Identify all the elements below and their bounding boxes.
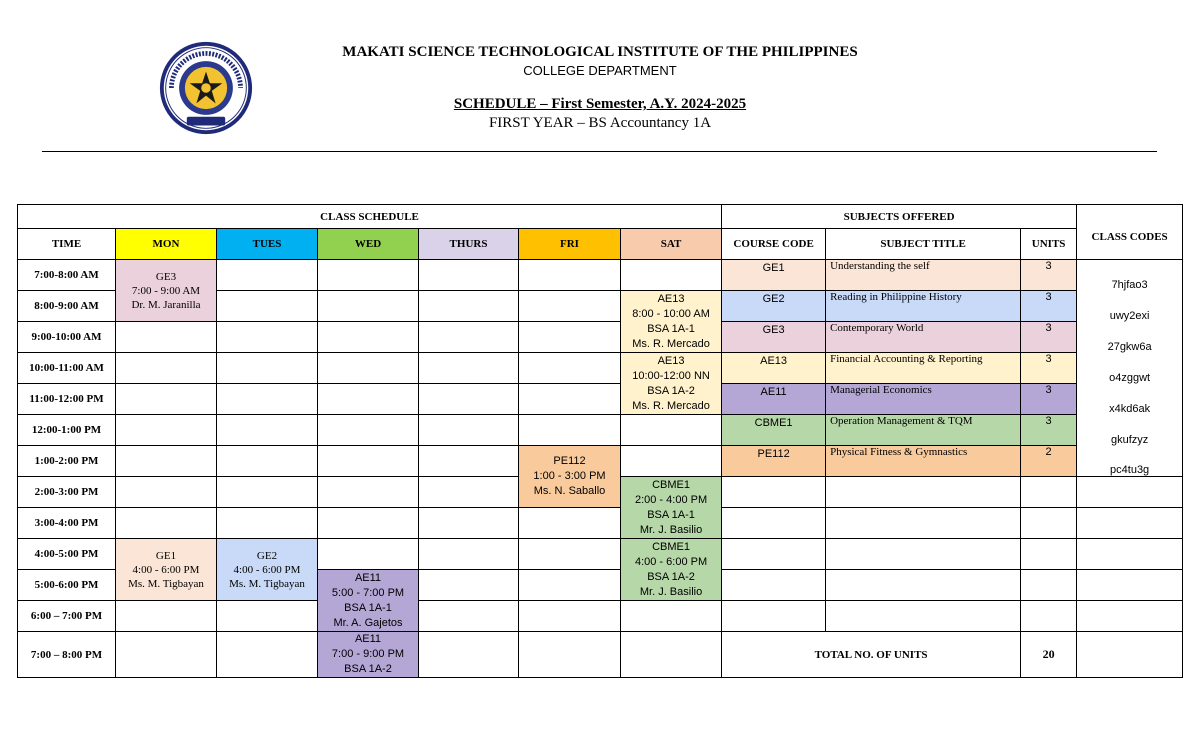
header-divider bbox=[42, 151, 1157, 152]
class-line: GE2 bbox=[256, 549, 278, 562]
class-code: pc4tu3g bbox=[1077, 446, 1183, 477]
schedule-title: SCHEDULE – First Semester, A.Y. 2024-2025 bbox=[453, 96, 747, 112]
time-slot: 12:00-1:00 PM bbox=[18, 415, 116, 446]
empty-cell bbox=[621, 632, 722, 678]
empty-cell bbox=[419, 632, 519, 678]
empty-cell bbox=[519, 260, 621, 291]
class-ae13-sat-1 bbox=[621, 291, 722, 353]
time-slot: 2:00-3:00 PM bbox=[18, 477, 116, 508]
class-line: Mr. J. Basilio bbox=[639, 585, 703, 598]
subject-units: 3 bbox=[1021, 384, 1077, 415]
class-line: BSA 1A-2 bbox=[647, 384, 695, 397]
empty-cell bbox=[826, 570, 1021, 601]
total-units-value: 20 bbox=[1021, 632, 1077, 678]
empty-cell bbox=[217, 291, 318, 322]
time-slot: 10:00-11:00 AM bbox=[18, 353, 116, 384]
empty-cell bbox=[826, 539, 1021, 570]
col-subject-title: SUBJECT TITLE bbox=[826, 229, 1021, 260]
col-mon: MON bbox=[116, 229, 217, 260]
empty-cell bbox=[519, 291, 621, 322]
subjects-offered-header: SUBJECTS OFFERED bbox=[722, 205, 1077, 229]
empty-cell bbox=[621, 260, 722, 291]
schedule-table bbox=[17, 204, 1183, 678]
subject-units: 3 bbox=[1021, 291, 1077, 322]
class-ae11-wed-1 bbox=[318, 570, 419, 632]
class-line: BSA 1A-2 bbox=[344, 663, 392, 675]
empty-cell bbox=[419, 601, 519, 632]
col-units: UNITS bbox=[1021, 229, 1077, 260]
col-class-codes: CLASS CODES bbox=[1077, 229, 1183, 260]
empty-cell bbox=[1021, 477, 1077, 508]
empty-cell bbox=[217, 601, 318, 632]
time-slot: 7:00-8:00 AM bbox=[18, 260, 116, 291]
empty-cell bbox=[1077, 632, 1183, 678]
col-sat: SAT bbox=[621, 229, 722, 260]
class-line: AE13 bbox=[657, 292, 685, 305]
empty-cell bbox=[722, 477, 826, 508]
empty-cell bbox=[419, 384, 519, 415]
subject-title: Managerial Economics bbox=[826, 384, 1021, 415]
empty-cell bbox=[318, 322, 419, 353]
class-ge3-mon bbox=[116, 260, 217, 322]
empty-cell bbox=[116, 353, 217, 384]
class-ae13-sat-2 bbox=[621, 353, 722, 415]
class-line: Ms. M. Tigbayan bbox=[128, 577, 204, 590]
empty-cell bbox=[722, 508, 826, 539]
empty-cell bbox=[1021, 601, 1077, 632]
class-line: GE1 bbox=[155, 549, 177, 562]
col-course-code: COURSE CODE bbox=[722, 229, 826, 260]
subject-title: Financial Accounting & Reporting bbox=[826, 353, 1021, 384]
class-code: uwy2exi bbox=[1077, 291, 1183, 322]
empty-cell bbox=[519, 508, 621, 539]
time-slot: 8:00-9:00 AM bbox=[18, 291, 116, 322]
empty-cell bbox=[419, 446, 519, 477]
class-line: CBME1 bbox=[652, 478, 690, 491]
total-units-label: TOTAL NO. OF UNITS bbox=[722, 632, 1021, 678]
empty-cell bbox=[217, 477, 318, 508]
empty-cell bbox=[318, 260, 419, 291]
time-slot: 7:00 – 8:00 PM bbox=[18, 632, 116, 678]
empty-cell bbox=[419, 477, 519, 508]
empty-cell bbox=[116, 477, 217, 508]
empty-cell bbox=[318, 291, 419, 322]
time-slot: 3:00-4:00 PM bbox=[18, 508, 116, 539]
empty-cell bbox=[318, 384, 419, 415]
empty-cell bbox=[217, 632, 318, 678]
empty-cell bbox=[217, 322, 318, 353]
subject-title: Operation Management & TQM bbox=[826, 415, 1021, 446]
empty-cell bbox=[217, 260, 318, 291]
empty-cell bbox=[419, 353, 519, 384]
col-tues: TUES bbox=[217, 229, 318, 260]
time-slot: 4:00-5:00 PM bbox=[18, 539, 116, 570]
subject-code: GE3 bbox=[722, 322, 826, 353]
time-slot: 5:00-6:00 PM bbox=[18, 570, 116, 601]
empty-cell bbox=[519, 353, 621, 384]
subject-code: AE11 bbox=[722, 384, 826, 415]
empty-cell bbox=[217, 508, 318, 539]
empty-cell bbox=[318, 477, 419, 508]
empty-cell bbox=[621, 415, 722, 446]
class-line: Ms. M. Tigbayan bbox=[229, 577, 305, 590]
empty-cell bbox=[217, 415, 318, 446]
empty-cell bbox=[318, 415, 419, 446]
col-time: TIME bbox=[18, 229, 116, 260]
class-code: x4kd6ak bbox=[1077, 384, 1183, 415]
class-line: GE3 bbox=[155, 270, 177, 283]
class-line: 4:00 - 6:00 PM bbox=[634, 555, 708, 568]
class-line: 5:00 - 7:00 PM bbox=[331, 586, 405, 599]
empty-cell bbox=[519, 570, 621, 601]
class-ae11-wed-2 bbox=[318, 632, 419, 678]
empty-cell bbox=[419, 291, 519, 322]
empty-cell bbox=[318, 446, 419, 477]
empty-cell bbox=[217, 353, 318, 384]
year-section: FIRST YEAR – BS Accountancy 1A bbox=[488, 115, 712, 131]
class-cbme1-sat-1 bbox=[621, 477, 722, 539]
empty-cell bbox=[1021, 539, 1077, 570]
time-slot: 1:00-2:00 PM bbox=[18, 446, 116, 477]
class-line: AE13 bbox=[657, 354, 685, 367]
class-line: 2:00 - 4:00 PM bbox=[634, 493, 708, 506]
class-line: 8:00 - 10:00 AM bbox=[632, 307, 710, 320]
empty-cell bbox=[116, 508, 217, 539]
empty-cell bbox=[1021, 570, 1077, 601]
empty-cell bbox=[419, 415, 519, 446]
empty-cell bbox=[826, 508, 1021, 539]
empty-cell bbox=[519, 415, 621, 446]
class-line: BSA 1A-1 bbox=[344, 601, 392, 614]
empty-cell bbox=[621, 601, 722, 632]
empty-cell bbox=[1077, 539, 1183, 570]
empty-cell bbox=[1077, 570, 1183, 601]
class-line: PE112 bbox=[553, 455, 586, 467]
empty-cell bbox=[419, 260, 519, 291]
empty-cell bbox=[722, 570, 826, 601]
subject-title: Reading in Philippine History bbox=[826, 291, 1021, 322]
class-line: Mr. A. Gajetos bbox=[333, 616, 403, 629]
subject-code: CBME1 bbox=[722, 415, 826, 446]
subject-code: PE112 bbox=[722, 446, 826, 477]
time-slot: 9:00-10:00 AM bbox=[18, 322, 116, 353]
subject-title: Understanding the self bbox=[826, 260, 1021, 291]
empty-cell bbox=[419, 539, 519, 570]
empty-cell bbox=[318, 508, 419, 539]
empty-cell bbox=[419, 508, 519, 539]
class-line: AE11 bbox=[354, 633, 382, 645]
class-cbme1-sat-2 bbox=[621, 539, 722, 601]
empty-cell bbox=[419, 570, 519, 601]
subject-units: 3 bbox=[1021, 322, 1077, 353]
subject-title: Physical Fitness & Gymnastics bbox=[826, 446, 1021, 477]
col-wed: WED bbox=[318, 229, 419, 260]
empty-cell bbox=[621, 446, 722, 477]
class-schedule-header: CLASS SCHEDULE bbox=[18, 205, 722, 229]
empty-cell bbox=[722, 601, 826, 632]
class-code: 27gkw6a bbox=[1077, 322, 1183, 353]
class-line: 7:00 - 9:00 PM bbox=[331, 648, 405, 660]
subject-title: Contemporary World bbox=[826, 322, 1021, 353]
empty-cell bbox=[217, 446, 318, 477]
empty-cell bbox=[419, 322, 519, 353]
class-line: AE11 bbox=[354, 571, 382, 584]
class-line: Ms. R. Mercado bbox=[632, 337, 710, 350]
subject-units: 2 bbox=[1021, 446, 1077, 477]
subject-code: AE13 bbox=[722, 353, 826, 384]
class-code: 7hjfao3 bbox=[1077, 260, 1183, 291]
empty-cell bbox=[1077, 601, 1183, 632]
empty-cell bbox=[116, 601, 217, 632]
institution-name: MAKATI SCIENCE TECHNOLOGICAL INSTITUTE OF THE PHILIPPINES bbox=[342, 44, 858, 60]
class-ge1-mon bbox=[116, 539, 217, 601]
class-code: o4zggwt bbox=[1077, 353, 1183, 384]
empty-cell bbox=[519, 601, 621, 632]
empty-cell bbox=[519, 632, 621, 678]
subject-units: 3 bbox=[1021, 353, 1077, 384]
subject-code: GE1 bbox=[722, 260, 826, 291]
col-fri: FRI bbox=[519, 229, 621, 260]
class-line: 4:00 - 6:00 PM bbox=[233, 563, 301, 576]
class-line: 1:00 - 3:00 PM bbox=[533, 470, 606, 482]
col-thurs: THURS bbox=[419, 229, 519, 260]
empty-cell bbox=[116, 632, 217, 678]
class-line: 10:00-12:00 NN bbox=[632, 369, 710, 382]
class-line: 4:00 - 6:00 PM bbox=[132, 563, 200, 576]
empty-cell bbox=[116, 446, 217, 477]
class-ge2-tues bbox=[217, 539, 318, 601]
empty-cell bbox=[116, 384, 217, 415]
class-line: Mr. J. Basilio bbox=[639, 523, 703, 536]
department-name: COLLEGE DEPARTMENT bbox=[523, 63, 677, 78]
empty-cell bbox=[116, 415, 217, 446]
empty-cell bbox=[519, 539, 621, 570]
empty-cell bbox=[318, 353, 419, 384]
empty-cell bbox=[318, 539, 419, 570]
class-line: CBME1 bbox=[652, 540, 690, 553]
class-line: Ms. R. Mercado bbox=[632, 399, 710, 412]
class-line: 7:00 - 9:00 AM bbox=[131, 284, 201, 297]
class-pe112-fri bbox=[519, 446, 621, 508]
empty-cell bbox=[1021, 508, 1077, 539]
subject-units: 3 bbox=[1021, 260, 1077, 291]
class-line: BSA 1A-2 bbox=[647, 570, 695, 583]
class-line: BSA 1A-1 bbox=[647, 322, 695, 335]
empty-cell bbox=[519, 384, 621, 415]
empty-cell bbox=[826, 601, 1021, 632]
empty-cell bbox=[1077, 508, 1183, 539]
class-code: gkufzyz bbox=[1077, 415, 1183, 446]
empty-cell bbox=[826, 477, 1021, 508]
subject-code: GE2 bbox=[722, 291, 826, 322]
class-line: Ms. N. Saballo bbox=[533, 485, 606, 497]
empty-cell bbox=[519, 322, 621, 353]
class-codes-header-spacer bbox=[1077, 205, 1183, 229]
time-slot: 6:00 – 7:00 PM bbox=[18, 601, 116, 632]
empty-cell bbox=[1077, 477, 1183, 508]
empty-cell bbox=[722, 539, 826, 570]
class-line: Dr. M. Jaranilla bbox=[131, 298, 201, 311]
time-slot: 11:00-12:00 PM bbox=[18, 384, 116, 415]
class-line: BSA 1A-1 bbox=[647, 508, 695, 521]
subject-units: 3 bbox=[1021, 415, 1077, 446]
empty-cell bbox=[116, 322, 217, 353]
empty-cell bbox=[217, 384, 318, 415]
